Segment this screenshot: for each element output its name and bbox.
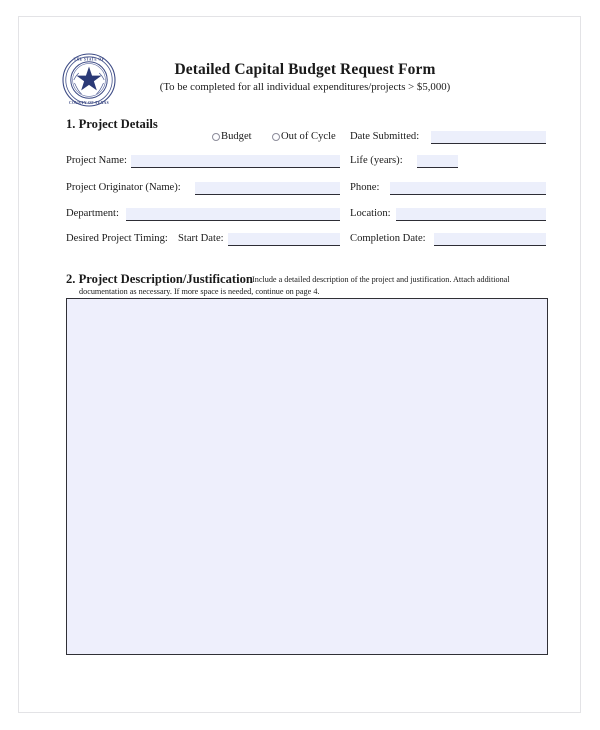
svg-text:THE STATE OF: THE STATE OF (73, 57, 105, 62)
location-label: Location: (350, 208, 391, 219)
start-date-label: Start Date: (178, 233, 224, 244)
section-2-description-line-2: documentation as necessary. If more space is needed, continue on page 4. (79, 287, 320, 296)
radio-budget-label: Budget (221, 131, 252, 142)
page-title: Detailed Capital Budget Request Form (174, 61, 436, 78)
date-submitted-label: Date Submitted: (350, 131, 420, 142)
radio-out-of-cycle[interactable] (272, 131, 336, 142)
completion-date-input[interactable] (434, 233, 546, 246)
section-1-heading: 1. Project Details (66, 117, 158, 131)
title-block (140, 60, 470, 95)
svg-text:COUNTY OF TEXAS: COUNTY OF TEXAS (68, 101, 110, 106)
radio-circle-icon[interactable] (212, 133, 220, 141)
project-originator-input[interactable] (195, 182, 340, 195)
project-name-label: Project Name: (66, 155, 127, 166)
start-date-input[interactable] (228, 233, 340, 246)
department-label: Department: (66, 208, 119, 219)
location-input[interactable] (396, 208, 546, 221)
form-header (0, 0, 600, 112)
project-description-textarea[interactable] (66, 298, 548, 655)
project-name-input[interactable] (131, 155, 340, 168)
section-2-heading: 2. Project Description/Justification (66, 272, 253, 286)
date-submitted-input[interactable] (431, 131, 546, 144)
texas-state-seal-icon (62, 53, 116, 107)
section-2-description-line-1: Include a detailed description of the project and justification. Attach additional (252, 275, 510, 284)
department-input[interactable] (126, 208, 340, 221)
phone-label: Phone: (350, 182, 380, 193)
life-years-label: Life (years): (350, 155, 403, 166)
desired-project-timing-label: Desired Project Timing: (66, 233, 168, 244)
radio-budget[interactable] (212, 131, 252, 142)
project-originator-label: Project Originator (Name): (66, 182, 181, 193)
radio-out-of-cycle-label: Out of Cycle (281, 131, 336, 142)
life-years-input[interactable] (417, 155, 458, 168)
phone-input[interactable] (390, 182, 546, 195)
completion-date-label: Completion Date: (350, 233, 426, 244)
radio-circle-icon[interactable] (272, 133, 280, 141)
page-subtitle: (To be completed for all individual expenditures/projects > $5,000) (159, 81, 451, 93)
